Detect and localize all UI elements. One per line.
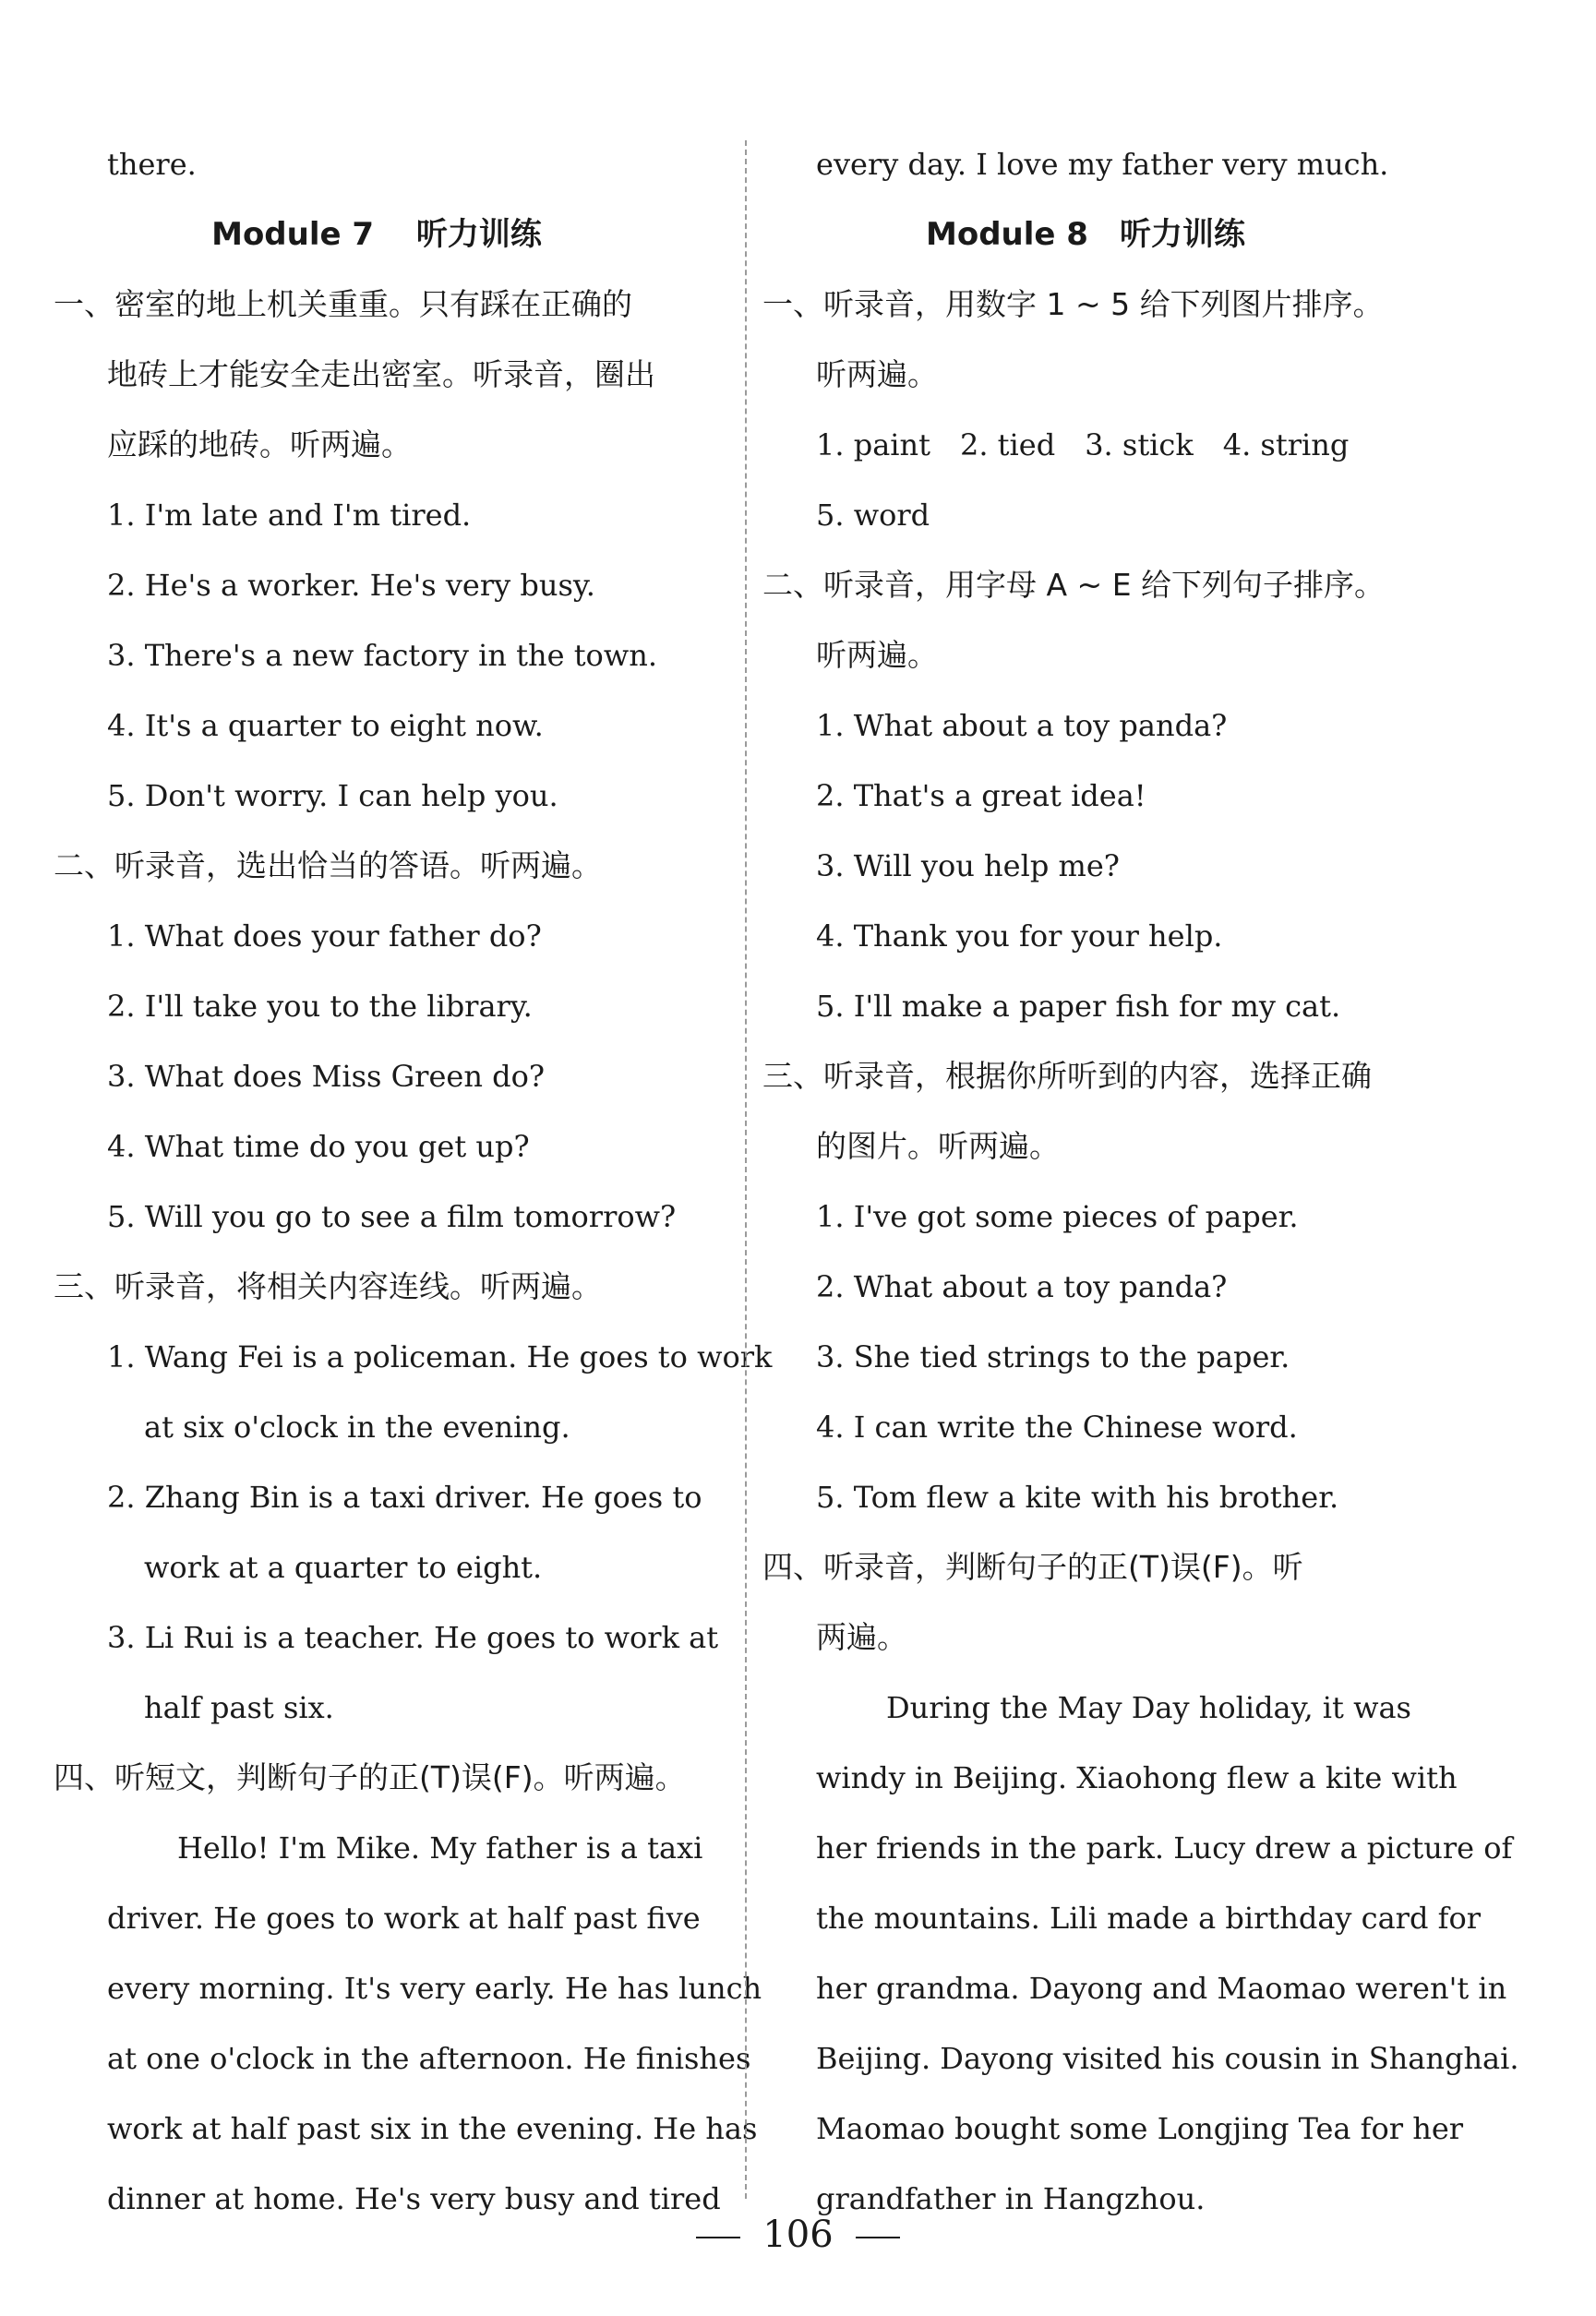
passage-line: work at half past six in the evening. He has (107, 2111, 758, 2146)
list-item: 1. I'm late and I'm tired. (107, 498, 472, 533)
passage-line: grandfather in Hangzhou. (816, 2181, 1206, 2216)
passage-line: Beijing. Dayong visited his cousin in Shanghai. (816, 2041, 1519, 2076)
section-1 (54, 270, 700, 831)
section-heading: 三、听录音，将相关内容连线。听两遍。 (54, 1268, 602, 1304)
list-item: 3. Will you help me? (816, 848, 1120, 883)
section-heading: 二、听录音，用字母 A ~ E 给下列句子排序。 (762, 567, 1386, 603)
passage-line: the mountains. Lili made a birthday card for (816, 1901, 1481, 1936)
section-4 (54, 1743, 762, 2234)
passage-line: every morning. It's very early. He has lunch (107, 1971, 762, 2006)
passage-line: driver. He goes to work at half past five (107, 1901, 701, 1936)
module-7-title: Module 7 听力训练 (211, 216, 542, 253)
section-heading-cont: 应踩的地砖。听两遍。 (107, 426, 412, 462)
list-item: 3. There's a new factory in the town. (107, 638, 657, 673)
section-heading: 四、听短文，判断句子的正(T)误(F)。听两遍。 (54, 1759, 686, 1795)
list-item: 2. Zhang Bin is a taxi driver. He goes to (107, 1480, 702, 1515)
section-1 (762, 270, 1409, 550)
section-heading: 二、听录音，选出恰当的答语。听两遍。 (54, 847, 602, 883)
list-item: 3. She tied strings to the paper. (816, 1339, 1290, 1374)
list-item-cont: at six o'clock in the evening. (144, 1410, 570, 1445)
list-item: 2. That's a great idea! (816, 778, 1146, 813)
list-item-cont: half past six. (144, 1690, 334, 1725)
list-item: 5. I'll make a paper fish for my cat. (816, 989, 1341, 1024)
section-heading-cont: 地砖上才能安全走出密室。听录音，圈出 (107, 356, 655, 392)
section-4 (762, 1532, 1519, 2234)
section-heading-cont: 两遍。 (816, 1619, 907, 1655)
page-number: 106 (762, 2214, 834, 2256)
passage-line: her grandma. Dayong and Maomao weren't in (816, 1971, 1507, 2006)
footer-dash (696, 2237, 740, 2238)
list-item: 2. He's a worker. He's very busy. (107, 568, 595, 603)
section-heading: 一、密室的地上机关重重。只有踩在正确的 (54, 286, 632, 322)
passage-line: her friends in the park. Lucy drew a picture of (816, 1830, 1513, 1866)
list-item: 1. Wang Fei is a policeman. He goes to work (107, 1339, 773, 1374)
passage-line: windy in Beijing. Xiaohong flew a kite with (816, 1760, 1458, 1795)
footer-dash (856, 2237, 900, 2238)
page-footer (0, 2214, 1596, 2256)
section-2 (762, 550, 1409, 1041)
list-item: 2. What about a toy panda? (816, 1269, 1228, 1304)
section-heading-cont: 的图片。听两遍。 (816, 1128, 1060, 1164)
list-item: 5. Will you go to see a film tomorrow? (107, 1199, 677, 1234)
section-3 (54, 1252, 773, 1743)
list-item: 3. Li Rui is a teacher. He goes to work at (107, 1620, 719, 1655)
list-item: 1. What does your father do? (107, 918, 542, 954)
list-item: 5. Don't worry. I can help you. (107, 778, 558, 813)
list-item: 5. Tom flew a kite with his brother. (816, 1480, 1339, 1515)
module-8-title: Module 8 听力训练 (926, 216, 1245, 253)
passage-line: During the May Day holiday, it was (886, 1690, 1411, 1725)
list-item: 4. What time do you get up? (107, 1129, 530, 1164)
passage-line: at one o'clock in the afternoon. He finishes (107, 2041, 751, 2076)
passage-line: Hello! I'm Mike. My father is a taxi (177, 1830, 703, 1866)
section-heading: 一、听录音，用数字 1 ~ 5 给下列图片排序。 (762, 286, 1384, 322)
list-item: 3. What does Miss Green do? (107, 1059, 546, 1094)
list-item: 1. What about a toy panda? (816, 708, 1228, 743)
passage-line: Maomao bought some Longjing Tea for her (816, 2111, 1464, 2146)
passage-line: dinner at home. He's very busy and tired (107, 2181, 721, 2216)
section-heading-cont: 听两遍。 (816, 637, 938, 673)
section-heading-cont: 听两遍。 (816, 356, 938, 392)
carry-over-text: every day. I love my father very much. (816, 147, 1389, 182)
list-item: 5. word (816, 498, 930, 533)
list-item: 1. paint 2. tied 3. stick 4. string (816, 427, 1350, 462)
carry-over-text: there. (107, 147, 197, 182)
section-heading: 三、听录音，根据你所听到的内容，选择正确 (762, 1058, 1372, 1094)
column-divider (745, 140, 747, 2199)
section-2 (54, 831, 700, 1252)
section-3 (762, 1041, 1409, 1532)
list-item: 4. Thank you for your help. (816, 918, 1223, 954)
left-column (54, 129, 773, 2234)
section-heading: 四、听录音，判断句子的正(T)误(F)。听 (762, 1549, 1303, 1585)
list-item: 1. I've got some pieces of paper. (816, 1199, 1299, 1234)
list-item: 4. I can write the Chinese word. (816, 1410, 1298, 1445)
right-column (762, 129, 1519, 2234)
list-item-cont: work at a quarter to eight. (144, 1550, 543, 1585)
list-item: 4. It's a quarter to eight now. (107, 708, 544, 743)
list-item: 2. I'll take you to the library. (107, 989, 533, 1024)
